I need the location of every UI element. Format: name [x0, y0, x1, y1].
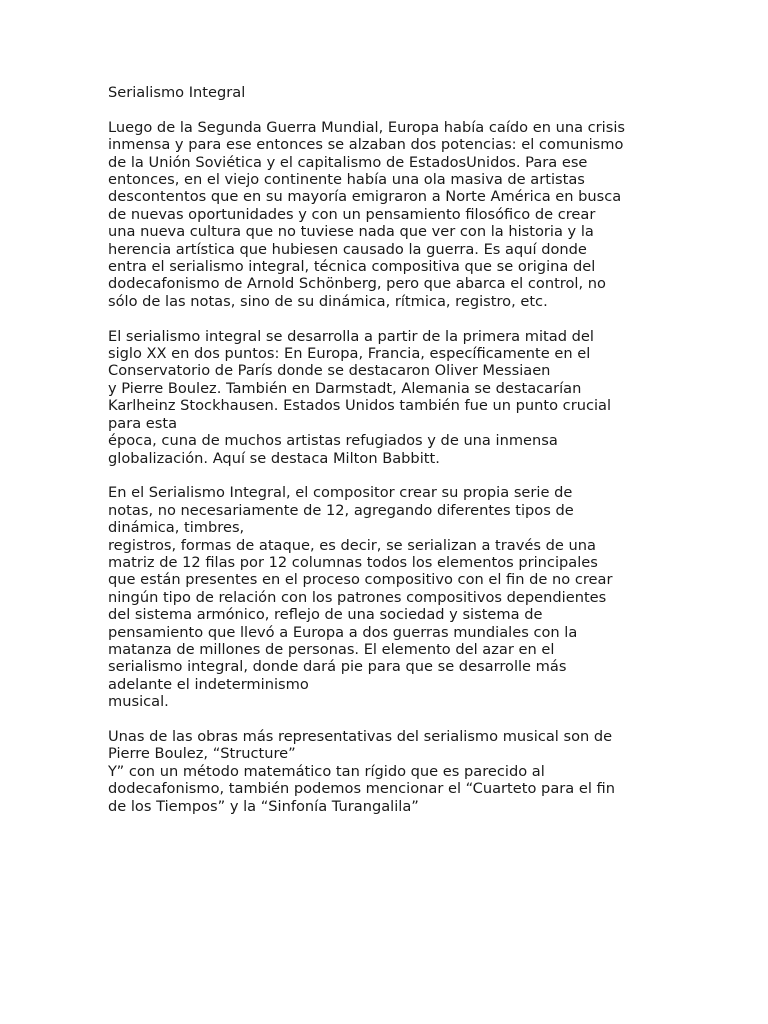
paragraph-4: Unas de las obras más representativas del serialismo musical son de Pierre Boulez, “Structure” Y” con un método matemático tan rígido que es parecido al dodecafonismo, también podemos mencionar el “Cuarteto para el fin de los Tiempos” y la “Sinfonía Turangalila” — [108, 727, 615, 815]
paragraph-2: El serialismo integral se desarrolla a partir de la primera mitad del siglo XX en dos puntos: En Europa, Francia, específicamente en el Conservatorio de París donde se destacaron Oliver Messiaen y Pierre Boulez. También en Darmstadt, Alemania se destacarían Karlheinz Stockhausen. Estados Unidos también fue un punto crucial para esta época, cuna de muchos artistas refugiados y de una inmensa globalización. Aquí se destaca Milton Babbitt. — [108, 327, 612, 467]
document-body — [108, 84, 668, 832]
document-title: Serialismo Integral — [108, 84, 246, 101]
paragraph-1: Luego de la Segunda Guerra Mundial, Europa había caído en una crisis inmensa y para ese entonces se alzaban dos potencias: el comunismo de la Unión Soviética y el capitalismo de EstadosUnidos. Para ese entonces, en el viejo continente había una ola masiva de artistas descontentos que en su mayoría emigraron a Norte América en busca de nuevas oportunidades y con un pensamiento filosófico de crear una nueva cultura que no tuviese nada que ver con la historia y la herencia artística que hubiesen causado la guerra. Es aquí donde entra el serialismo integral, técnica compositiva que se origina del dodecafonismo de Arnold Schönberg, pero que abarca el control, no sólo de las notas, sino de su dinámica, rítmica, registro, etc. — [108, 118, 626, 310]
paragraph-3: En el Serialismo Integral, el compositor crear su propia serie de notas, no necesariamente de 12, agregando diferentes tipos de dinámica, timbres, registros, formas de ataque, es decir, se serializan a través de una matriz de 12 filas por 12 columnas todos los elementos principales que están presentes en el proceso compositivo con el fin de no crear ningún tipo de relación con los patrones compositivos dependientes del sistema armónico, reflejo de una sociedad y sistema de pensamiento que llevó a Europa a dos guerras mundiales con la matanza de millones de personas. El elemento del azar en el serialismo integral, donde dará pie para que se desarrolle más adelante el indeterminismo musical. — [108, 484, 613, 711]
